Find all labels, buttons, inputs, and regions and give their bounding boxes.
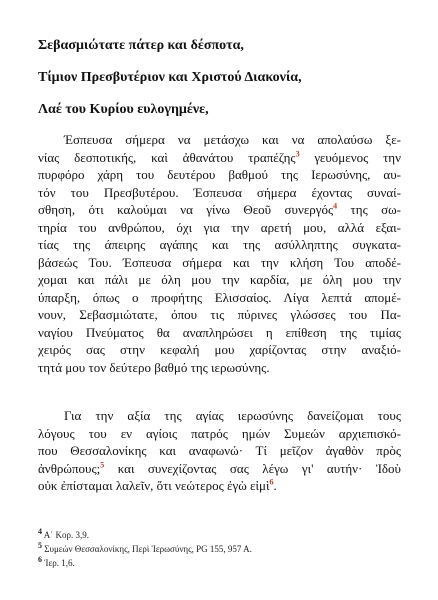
footnotes: [38, 528, 401, 570]
footnote-text: Συμεών Θεσσαλονίκης, Περὶ Ἱερωσύνης, PG 155, 957 A.: [44, 544, 252, 554]
footnote-marker-3[interactable]: 3: [295, 149, 300, 159]
paragraph-line: βάσεώς Του. Έσπευσα σήμερα και την κλήση Του αποδέ-: [38, 254, 401, 270]
paragraph-line: τόν του Πρεσβυτέρου. Έσπευσα σήμερα έχοντας συναί-: [38, 184, 401, 200]
paragraph-line: τητά μου τον δεύτερο βαθμό της ιερωσύνης.: [38, 359, 270, 375]
paragraph-line: τίας της άπειρης αγάπης και της ασύλληπτης συγκατα-: [38, 237, 401, 252]
paragraph-line: πυρφόρο χάρη του δευτέρου βαθμού της Ιερωσύνης, αυ-: [38, 167, 401, 182]
footnote-item: [38, 556, 401, 570]
paragraph-line: [38, 477, 401, 495]
paragraph-1: [38, 131, 401, 376]
paragraph-line: ύπαρξη, όπως ο προφήτης Ελισσαίος. Λίγα λεπτά απομέ-: [38, 289, 401, 305]
footnote-number: 4: [38, 527, 42, 536]
text-run: και συνεχίζοντας σας λέγω γι' αυτήν· Ἰδοὺ: [104, 460, 401, 476]
text-run: ἀνθρώπους;: [38, 460, 101, 476]
paragraph-line: που Θεσσαλονίκης και αναφωνώ· Τί μεῖζον ἀγαθὸν πρὸς: [38, 443, 401, 458]
footnote-item: [38, 542, 401, 556]
text-run: νίας δεσποτικής, καὶ ἀθανάτου τραπέζης: [38, 149, 296, 165]
text-run: .: [273, 478, 277, 493]
paragraph-line: λόγους του εν αγίοις πατρός ημών Συμεών αρχιεπισκό-: [38, 425, 401, 441]
paragraph-line: Έσπευσα σήμερα να μετάσχω και να απολαύσω ξε-: [64, 132, 401, 147]
footnote-marker-4[interactable]: 4: [333, 201, 338, 211]
footnote-marker-5[interactable]: 5: [100, 460, 105, 470]
paragraph-2: [38, 407, 401, 495]
footnote-number: 5: [38, 541, 42, 550]
text-run: γευόμενος την: [299, 149, 401, 165]
paragraph-line: τηρία του ανθρώπου, όχι για την αρετή μου, αλλά εξαι-: [38, 219, 401, 235]
text-run: της σω-: [337, 202, 401, 217]
paragraph-line: ναγίου Πνεύματος θα αναπληρώσει η επίθεση της τιμίας: [38, 324, 401, 340]
text-run: σθηση, ότι καλούμαι να γίνω Θεοῦ συνεργός: [38, 202, 334, 217]
footnote-marker-6[interactable]: 6: [269, 477, 274, 487]
salutation-line-2: Τίμιον Πρεσβυτέριον και Χριστού Διακονία,: [38, 70, 302, 85]
paragraph-line: χειρός σας στην κεφαλή μου χαρίζοντας στην αναξιό-: [38, 342, 401, 357]
footnote-number: 6: [38, 555, 42, 564]
text-run: οὐκ ἐπίσταμαι λαλεῖν, ὅτι νεώτερος ἐγὼ εἰμὶ: [38, 478, 270, 493]
paragraph-line: Για την αξία της αγίας ιερωσύνης δανείζομαι τους: [64, 408, 401, 423]
footnote-item: [38, 528, 401, 542]
footnote-text: Α΄ Κορ. 3,9.: [43, 530, 90, 540]
paragraph-line: [38, 149, 401, 167]
salutation-line-3: Λαέ του Κυρίου ευλογημένε,: [38, 102, 209, 117]
paragraph-line: [38, 460, 401, 478]
paragraph-line: χομαι και πάλι με όλη μου την καρδία, με όλη μου την: [38, 272, 401, 287]
paragraph-line: [38, 201, 401, 219]
salutation-line-1: Σεβασμιώτατε πάτερ και δέσποτα,: [38, 38, 244, 53]
footnote-text: Ἱερ. 1,6.: [44, 558, 75, 568]
paragraph-line: νουν, Σεβασμιώτατε, όπου τις πύρινες γλώσσες του Πα-: [38, 307, 401, 322]
